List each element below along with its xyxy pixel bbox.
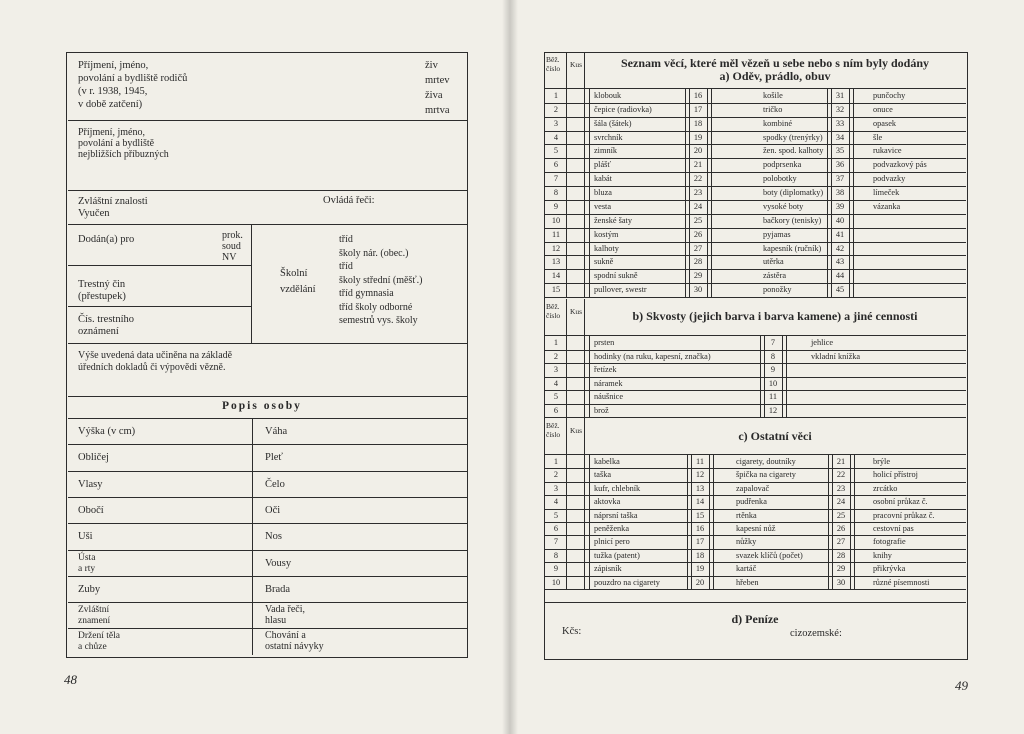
col-header-number: Běž.: [546, 302, 560, 311]
item-label: řetízek: [594, 365, 617, 374]
item-label: zapalovač: [736, 483, 770, 493]
column-divider: [589, 336, 590, 417]
row-number: 14: [551, 271, 561, 281]
row-number: 27: [836, 537, 846, 547]
row-number: 3: [553, 365, 559, 374]
row-divider: [68, 471, 468, 472]
item-label: límeček: [873, 188, 900, 198]
row-number: 32: [835, 104, 845, 114]
item-label: spodky (trenýrky): [763, 132, 823, 142]
column-divider: [827, 89, 828, 297]
row-divider: [544, 602, 966, 603]
row-number: 42: [835, 243, 845, 253]
education-item: tříd školy odborné: [339, 301, 413, 313]
parents-line: povolání a bydliště rodičů: [78, 73, 188, 84]
description-field-label: Vada řeči,: [265, 604, 305, 616]
row-number: 28: [836, 550, 846, 560]
column-divider: [831, 89, 832, 297]
row-number: 25: [836, 510, 846, 520]
row-number: 7: [553, 537, 559, 547]
row-number: 26: [693, 229, 703, 239]
item-label: vysoké boty: [763, 201, 804, 211]
item-label: prsten: [594, 338, 615, 347]
row-number: 6: [553, 405, 559, 415]
item-label: košile: [763, 91, 783, 100]
item-label: zápisník: [594, 564, 622, 574]
row-number: 6: [553, 524, 559, 533]
item-label: ponožky: [763, 285, 792, 295]
item-label: boty (diplomatky): [763, 188, 824, 198]
col-header-count: Kus: [570, 426, 583, 435]
item-label: jehlice: [811, 338, 834, 347]
column-divider: [566, 89, 567, 297]
row-number: 21: [836, 457, 846, 466]
row-number: 4: [553, 497, 559, 507]
row-number: 18: [695, 550, 705, 560]
item-label: hodinky (na ruku, kapesní, značka): [594, 351, 711, 361]
row-divider: [544, 417, 966, 418]
column-divider: [853, 89, 854, 297]
column-divider: [707, 89, 708, 297]
row-number: 5: [553, 510, 559, 520]
column-divider: [828, 455, 829, 589]
row-number: 33: [835, 118, 845, 128]
row-number: 19: [695, 564, 705, 574]
row-number: 6: [553, 160, 559, 170]
item-label: žen. spod. kalhoty: [763, 146, 824, 156]
row-number: 4: [553, 378, 559, 388]
row-number: 1: [553, 457, 559, 466]
skills-line: Vyučen: [78, 208, 110, 219]
row-number: 9: [553, 564, 559, 574]
description-field-label: hlasu: [265, 615, 287, 627]
column-divider: [252, 418, 253, 655]
languages-label: Ovládá řeči:: [323, 195, 375, 206]
col-header-number: číslo: [546, 311, 561, 320]
item-label: podprsenka: [763, 160, 802, 170]
status-option: živ: [425, 60, 438, 71]
description-field-label: a rty: [78, 563, 96, 574]
item-label: spodní sukně: [594, 271, 638, 281]
item-label: kalhoty: [594, 243, 619, 253]
item-label: podvazky: [873, 174, 906, 184]
item-label: utěrka: [763, 257, 784, 267]
item-label: pyjamas: [763, 229, 791, 239]
row-number: 26: [836, 524, 846, 533]
relatives-line: povolání a bydliště: [78, 138, 155, 149]
item-label: brož: [594, 405, 609, 415]
column-divider: [584, 89, 585, 297]
col-header-count: Kus: [570, 60, 583, 69]
column-divider: [566, 52, 567, 88]
parents-line: Příjmení, jméno,: [78, 60, 149, 71]
skills-line: Zvláštní znalosti: [78, 196, 148, 207]
row-number: 17: [693, 104, 703, 114]
description-field-label: Pleť: [265, 452, 283, 464]
row-number: 40: [835, 215, 845, 225]
row-number: 3: [553, 118, 559, 128]
row-number: 20: [695, 577, 705, 587]
item-label: kombiné: [763, 118, 793, 128]
row-number: 39: [835, 201, 845, 211]
row-number: 2: [553, 470, 559, 480]
item-label: pudřenka: [736, 497, 767, 507]
column-divider: [713, 455, 714, 589]
row-divider: [68, 576, 468, 577]
column-divider: [764, 336, 765, 417]
description-title: Popis osoby: [222, 400, 302, 412]
description-field-label: Váha: [265, 426, 288, 437]
row-number: 16: [695, 524, 705, 533]
row-number: 30: [836, 577, 846, 587]
money-foreign-label: cizozemské:: [790, 628, 842, 639]
column-divider: [589, 89, 590, 297]
item-label: kufr, chlebník: [594, 483, 641, 493]
col-header-number: Běž.: [546, 421, 560, 430]
description-field-label: a chůze: [78, 642, 107, 653]
column-divider: [786, 336, 787, 417]
status-option: mrtva: [425, 105, 450, 116]
item-label: polobotky: [763, 174, 797, 184]
row-number: 17: [695, 537, 705, 547]
item-label: sukně: [594, 257, 614, 267]
description-field-label: znamení: [78, 616, 111, 627]
row-number: 2: [553, 104, 559, 114]
description-field-label: Zuby: [78, 583, 101, 595]
offense-line: Trestný čin: [78, 279, 126, 290]
item-label: zástěra: [763, 271, 787, 281]
item-label: svazek klíčů (počet): [736, 550, 803, 560]
parents-line: (v r. 1938, 1945,: [78, 86, 148, 97]
court-option: soud: [222, 241, 241, 252]
row-number: 29: [836, 564, 846, 574]
item-label: hřeben: [736, 577, 759, 587]
item-label: pouzdro na cigarety: [594, 577, 660, 587]
right-page: [510, 0, 1024, 734]
item-label: kabelka: [594, 457, 620, 466]
row-number: 5: [553, 146, 559, 156]
row-divider: [68, 497, 468, 498]
row-number: 13: [551, 257, 561, 267]
item-label: přikrývka: [873, 564, 906, 574]
column-divider: [691, 455, 692, 589]
description-field-label: Oči: [265, 504, 281, 516]
col-header-number: číslo: [546, 430, 561, 439]
row-divider: [68, 550, 468, 551]
row-number: 11: [769, 392, 777, 401]
education-item: semestrů vys. školy: [339, 315, 418, 326]
row-number: 16: [693, 91, 703, 100]
education-item: školy střední (měšť.): [339, 274, 423, 286]
description-field-label: Nos: [265, 531, 282, 543]
row-number: 5: [553, 392, 559, 401]
row-number: 23: [693, 188, 703, 198]
row-number: 15: [551, 285, 561, 295]
item-label: peněženka: [594, 524, 630, 533]
row-number: 13: [695, 483, 705, 493]
education-item: tříd gymnasia: [339, 288, 394, 299]
row-number: 10: [551, 577, 561, 587]
item-label: bačkory (tenisky): [763, 215, 822, 225]
item-label: náprsní taška: [594, 510, 638, 520]
row-number: 9: [553, 201, 559, 211]
money-title: d) Peníze: [731, 612, 779, 626]
item-label: fotografie: [873, 537, 906, 547]
item-label: pracovní průkaz č.: [873, 510, 935, 520]
col-header-count: Kus: [570, 307, 583, 316]
row-number: 36: [835, 160, 845, 170]
item-label: plášť: [594, 160, 611, 170]
court-option: NV: [222, 252, 237, 263]
row-number: 35: [835, 146, 845, 156]
row-number: 2: [553, 351, 559, 361]
item-label: brýle: [873, 457, 891, 466]
column-divider: [832, 455, 833, 589]
row-number: 9: [770, 365, 776, 374]
row-number: 8: [770, 351, 776, 361]
status-option: mrtev: [425, 75, 450, 86]
item-label: klobouk: [594, 91, 622, 100]
row-number: 31: [835, 91, 845, 100]
row-number: 30: [693, 285, 703, 295]
row-divider: [68, 602, 468, 603]
row-number: 23: [836, 483, 846, 493]
row-number: 38: [835, 188, 845, 198]
column-divider: [687, 455, 688, 589]
item-label: tužka (patent): [594, 550, 640, 560]
item-label: cigarety, doutníky: [736, 457, 796, 466]
item-label: tričko: [763, 104, 783, 114]
column-divider: [566, 299, 567, 335]
row-number: 19: [693, 132, 703, 142]
row-number: 27: [693, 243, 703, 253]
item-label: podvazkový pás: [873, 160, 927, 170]
item-label: ženské šaty: [594, 215, 633, 225]
row-number: 8: [553, 550, 559, 560]
column-divider: [709, 455, 710, 589]
row-number: 11: [696, 457, 704, 466]
item-label: vázanka: [873, 201, 901, 211]
row-number: 10: [768, 378, 778, 388]
row-number: 10: [551, 215, 561, 225]
status-option: živa: [425, 90, 443, 101]
row-number: 44: [835, 271, 845, 281]
description-field-label: Uši: [78, 531, 93, 543]
column-divider: [849, 89, 850, 297]
item-label: rukavice: [873, 146, 902, 156]
item-label: punčochy: [873, 91, 906, 100]
item-label: pullover, swestr: [594, 285, 647, 295]
item-label: náramek: [594, 378, 623, 388]
row-number: 12: [695, 470, 705, 480]
row-divider: [544, 589, 966, 590]
row-number: 24: [836, 497, 846, 507]
column-divider: [711, 89, 712, 297]
jewelry-title: b) Skvosty (jejich barva i barva kamene) a jiné cennosti: [632, 309, 918, 323]
page-number: 49: [955, 678, 968, 693]
page-number: 48: [64, 672, 77, 687]
note-line: Výše uvedená data učiněna na základě: [78, 350, 233, 361]
notice-line: oznámení: [78, 326, 119, 337]
other-title: c) Ostatní věci: [738, 429, 812, 443]
item-label: šála (šátek): [594, 118, 632, 128]
column-divider: [566, 418, 567, 454]
item-label: čepice (radiovka): [594, 104, 652, 114]
item-label: aktovka: [594, 497, 621, 507]
row-divider: [544, 335, 966, 336]
item-label: špička na cigarety: [736, 470, 796, 480]
list-title: Seznam věcí, které měl vězeň u sebe nebo s ním byly dodány: [621, 56, 929, 70]
column-divider: [589, 455, 590, 589]
item-label: knihy: [873, 550, 892, 560]
row-divider: [68, 523, 468, 524]
column-divider: [685, 89, 686, 297]
item-label: taška: [594, 470, 612, 480]
description-field-label: Držení těla: [78, 631, 120, 642]
row-number: 12: [551, 243, 561, 253]
column-divider: [850, 455, 851, 589]
item-label: kapesník (ručník): [763, 243, 822, 253]
col-header-number: číslo: [546, 64, 561, 73]
note-line: úředních dokladů či výpovědi vězně.: [78, 362, 226, 373]
item-label: náušnice: [594, 392, 624, 401]
row-number: 45: [835, 285, 845, 295]
item-label: plnicí pero: [594, 537, 630, 547]
col-header-number: Běž.: [546, 55, 560, 64]
description-field-label: ostatní návyky: [265, 641, 324, 653]
item-label: vesta: [594, 201, 612, 211]
row-number: 7: [553, 174, 559, 184]
parents-line: v době zatčení): [78, 99, 143, 110]
row-number: 34: [835, 132, 845, 142]
description-field-label: Čelo: [265, 478, 285, 490]
row-number: 43: [835, 257, 845, 267]
column-divider: [584, 455, 585, 589]
row-divider: [544, 297, 966, 298]
item-label: svrchník: [594, 132, 623, 142]
education-item: tříd: [339, 234, 353, 245]
description-field-label: Obličej: [78, 452, 109, 464]
item-label: osobní průkaz č.: [873, 497, 928, 507]
row-number: 14: [695, 497, 705, 507]
item-label: nůžky: [736, 537, 757, 547]
book-gutter: [502, 0, 518, 734]
item-label: kabát: [594, 174, 612, 184]
description-field-label: Brada: [265, 583, 291, 595]
row-number: 22: [693, 174, 703, 184]
row-number: 24: [693, 201, 703, 211]
clothing-title: a) Oděv, prádlo, obuv: [719, 69, 831, 83]
item-label: šle: [873, 132, 883, 142]
offense-line: (přestupek): [78, 291, 126, 302]
row-number: 11: [552, 229, 560, 239]
description-field-label: Obočí: [78, 504, 104, 516]
row-number: 22: [836, 470, 846, 480]
row-number: 1: [553, 91, 559, 100]
row-number: 29: [693, 271, 703, 281]
description-field-label: Zvláštní: [78, 605, 110, 616]
item-label: opasek: [873, 118, 897, 128]
item-label: vkladní knížka: [811, 351, 861, 361]
row-number: 3: [553, 483, 559, 493]
education-item: školy nár. (obec.): [339, 247, 409, 259]
column-divider: [584, 336, 585, 417]
row-divider: [68, 444, 468, 445]
item-label: holicí přístroj: [873, 470, 918, 480]
row-number: 1: [553, 338, 559, 347]
row-number: 20: [693, 146, 703, 156]
education-label-line: vzdělání: [280, 284, 316, 295]
row-number: 8: [553, 188, 559, 198]
item-label: onuce: [873, 104, 893, 114]
description-field-label: Chování a: [265, 630, 306, 642]
description-field-label: Výška (v cm): [78, 426, 136, 437]
row-number: 41: [835, 229, 845, 239]
row-divider: [544, 454, 966, 455]
row-number: 4: [553, 132, 559, 142]
column-divider: [782, 336, 783, 417]
row-number: 28: [693, 257, 703, 267]
row-number: 37: [835, 174, 845, 184]
item-label: různé písemnosti: [873, 577, 930, 587]
description-field-label: Ústa: [78, 552, 96, 563]
column-divider: [760, 336, 761, 417]
row-divider: [68, 628, 468, 629]
column-divider: [566, 336, 567, 417]
item-label: bluza: [594, 188, 612, 198]
relatives-line: Příjmení, jméno,: [78, 127, 145, 138]
row-divider: [544, 88, 966, 89]
item-label: rtěnka: [736, 510, 757, 520]
court-option: prok.: [222, 230, 243, 241]
row-number: 25: [693, 215, 703, 225]
row-number: 7: [770, 338, 776, 347]
description-field-label: Vlasy: [78, 478, 103, 490]
row-number: 21: [693, 160, 703, 170]
item-label: kartáč: [736, 564, 757, 574]
education-item: tříd: [339, 261, 353, 272]
description-field-label: Vousy: [265, 557, 292, 569]
notice-line: Čís. trestního: [78, 314, 135, 325]
money-czk-label: Kčs:: [562, 626, 582, 637]
column-divider: [689, 89, 690, 297]
row-number: 18: [693, 118, 703, 128]
item-label: zrcátko: [873, 483, 898, 493]
item-label: kostým: [594, 229, 619, 239]
row-number: 15: [695, 510, 705, 520]
item-label: cestovní pas: [873, 524, 914, 533]
column-divider: [854, 455, 855, 589]
relatives-line: nejbližších příbuzných: [78, 149, 169, 160]
item-label: kapesní nůž: [736, 524, 776, 533]
row-number: 12: [768, 405, 778, 415]
left-page: [0, 0, 510, 734]
column-divider: [566, 455, 567, 589]
item-label: zimník: [594, 146, 618, 156]
delivered-to-label: Dodán(a) pro: [78, 234, 135, 245]
education-label-line: Školní: [280, 268, 308, 279]
